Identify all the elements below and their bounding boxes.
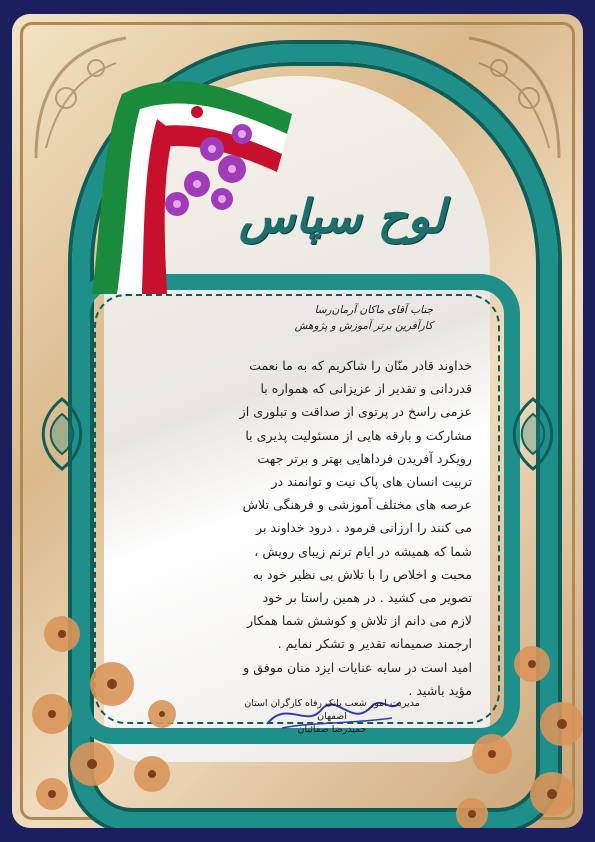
recipient-name: جناب آقای ماکان آرمان‌رسا [314,304,433,316]
body-line: مشارکت و بارقه هایی از مسئولیت پذیری با [245,427,472,443]
recipient-block [173,302,433,334]
signature-block [232,697,432,736]
body-line: لازم می دانم از تلاش و کوشش شما همکار [247,613,472,629]
body-line: امید است در سایه عنایات ایزد منان موفق و [243,659,472,675]
signature-name: حمیدرضا صفائیان [297,724,367,735]
arabesque-ornament-icon [32,394,92,474]
body-line: ارجمند صمیمانه تقدیر و تشکر نمایم . [277,636,472,652]
body-line: رویکرد آفریدن فرداهایی بهتر و برتر جهت [257,450,472,466]
certificate-body [122,354,472,702]
body-line: شما که همیشه در ایام ترنم زیبای رویش ، [254,543,472,559]
body-line: تصویر می کشید . در همین راستا بر خود [262,590,472,606]
body-line: محبت و اخلاص را با تلاش بی نظیر خود به [252,566,472,582]
body-line: تربیت انسان های پاک نیت و توانمند در [271,474,472,490]
signature-org: مدیریت امور شعب بانک رفاه کارگران استان اصفهان [244,698,420,722]
certificate-title: لوح سپاس [238,189,446,243]
body-line: می کنند را ارزانی فرمود . درود خداوند بر [256,520,472,536]
body-line: عرصه های مختلف آموزشی و فرهنگی تلاش [242,497,472,513]
body-line: قدردانی و تقدیر از عزیزانی که همواره با [260,381,472,397]
arabesque-ornament-icon [503,394,563,474]
recipient-subtitle: کارآفرین برتر آموزش و پژوهش [294,320,433,332]
body-line: مؤید باشید . [408,682,472,698]
body-line: عزمی راسخ در پرتوی از صداقت و تبلوری از [239,404,472,420]
certificate-page [12,14,583,828]
body-line: خداوند قادر منّان را شاکریم که به ما نعمت [249,358,472,373]
iran-flag-icon [82,54,292,304]
